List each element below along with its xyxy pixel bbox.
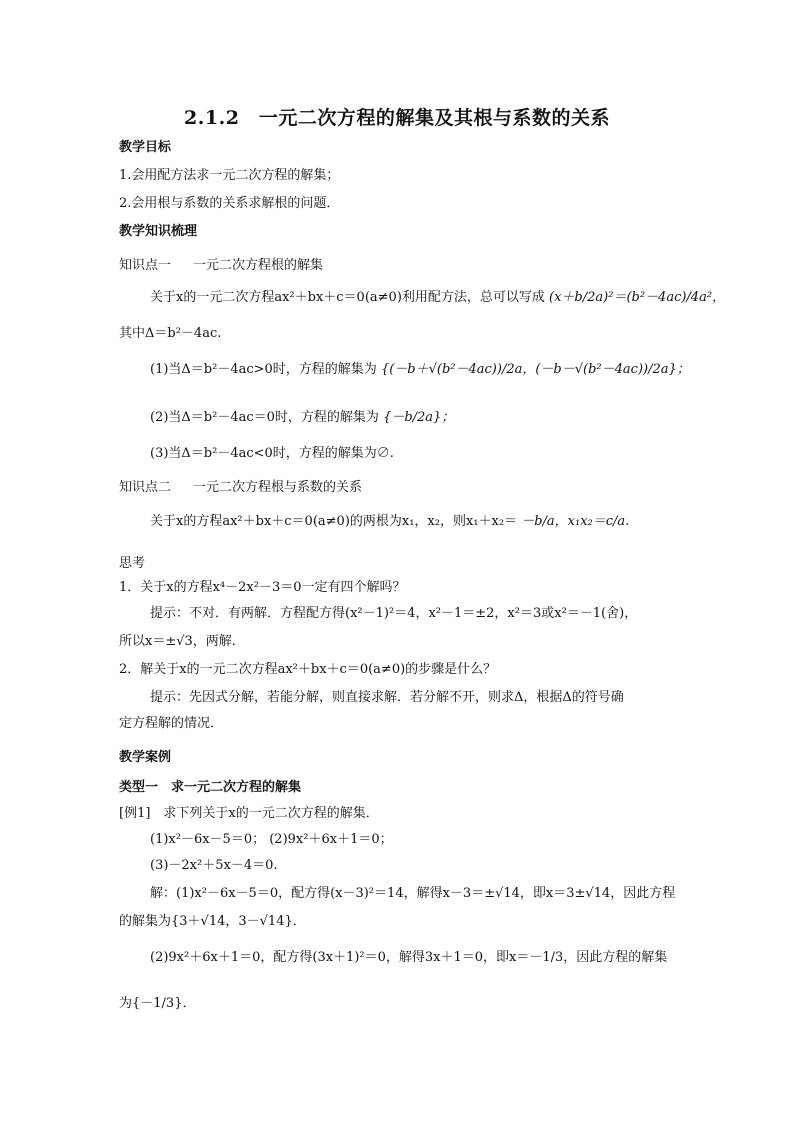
kp2-label: 知识点二 xyxy=(119,480,172,495)
question-1: 1．关于x的方程x⁴－2x²－3＝0一定有四个解吗？ xyxy=(119,580,406,595)
kp1-delta: 其中Δ＝b²－4ac. xyxy=(119,326,222,341)
case-1 xyxy=(150,362,730,378)
question-1-hint: 提示：不对．有两解．方程配方得(x²－1)²＝4，x²－1＝±2，x²＝3或x²＝－1(舍)， xyxy=(150,606,638,621)
kp2-text-formula: －b/a，x₁x₂＝c/a. xyxy=(521,514,630,529)
kp2-title: 一元二次方程根与系数的关系 xyxy=(193,480,363,495)
kp2-text xyxy=(150,514,730,530)
case-1-text: (1)当Δ＝b²－4ac>0时，方程的解集为 xyxy=(150,362,377,377)
kp1-label: 知识点一 xyxy=(119,258,172,273)
question-2: 2．解关于x的一元二次方程ax²＋bx＋c＝0(a≠0)的步骤是什么？ xyxy=(119,662,497,677)
cases-heading: 教学案例 xyxy=(119,750,172,765)
goal-2: 2.会用根与系数的关系求解根的问题． xyxy=(119,196,340,211)
case-3: (3)当Δ＝b²－4ac<0时，方程的解集为∅. xyxy=(150,446,394,461)
think-heading: 思考 xyxy=(119,556,146,571)
page-title: 2.1.2 一元二次方程的解集及其根与系数的关系 xyxy=(184,107,610,129)
example-1-item-3: (3)－2x²＋5x－4＝0. xyxy=(150,858,278,873)
case-2-text: (2)当Δ＝b²－4ac＝0时，方程的解集为 xyxy=(150,410,379,425)
case-2 xyxy=(150,410,730,426)
kp1-title: 一元二次方程根的解集 xyxy=(193,258,324,273)
solution-2: (2)9x²＋6x＋1＝0，配方得(3x＋1)²＝0，解得3x＋1＝0，即x＝－1/3，因此方程的解集 xyxy=(150,950,668,965)
type-1-heading: 类型一 求一元二次方程的解集 xyxy=(119,780,302,795)
goal-1: 1.会用配方法求一元二次方程的解集； xyxy=(119,168,340,183)
kp2-text-a: 关于x的方程ax²＋bx＋c＝0(a≠0)的两根为x₁，x₂，则x₁＋x₂＝ xyxy=(150,514,518,529)
kp1-intro xyxy=(150,290,730,306)
kp2-heading xyxy=(119,480,699,496)
example-1-items: (1)x²－6x－5＝0； (2)9x²＋6x＋1＝0； xyxy=(150,832,393,847)
knowledge-heading: 教学知识梳理 xyxy=(119,224,198,239)
solution-1: 解：(1)x²－6x－5＝0，配方得(x－3)²＝14，解得x－3＝±√14，即x＝3±√14，因此方程 xyxy=(150,886,676,901)
question-1-hint-cont: 所以x＝±√3，两解． xyxy=(119,634,245,649)
case-2-formula: {－b/2a}； xyxy=(383,410,455,425)
case-1-formula: {(－b＋√(b²－4ac))/2a，(－b－√(b²－4ac))/2a}； xyxy=(380,362,690,377)
question-2-hint-cont: 定方程解的情况． xyxy=(119,716,224,731)
solution-1-cont: 的解集为{3＋√14，3－√14}． xyxy=(119,914,306,929)
goals-heading: 教学目标 xyxy=(119,140,172,155)
solution-2-cont: 为{－1/3}． xyxy=(119,996,196,1011)
question-2-hint: 提示：先因式分解，若能分解，则直接求解．若分解不开，则求Δ，根据Δ的符号确 xyxy=(150,690,624,705)
kp1-intro-formula: (x＋b/2a)²＝(b²－4ac)/4a²， xyxy=(549,290,726,305)
example-1: [例1] 求下列关于x的一元二次方程的解集． xyxy=(119,806,379,821)
kp1-intro-text: 关于x的一元二次方程ax²＋bx＋c＝0(a≠0)利用配方法，总可以写成 xyxy=(150,290,545,305)
kp1-heading xyxy=(119,258,699,274)
